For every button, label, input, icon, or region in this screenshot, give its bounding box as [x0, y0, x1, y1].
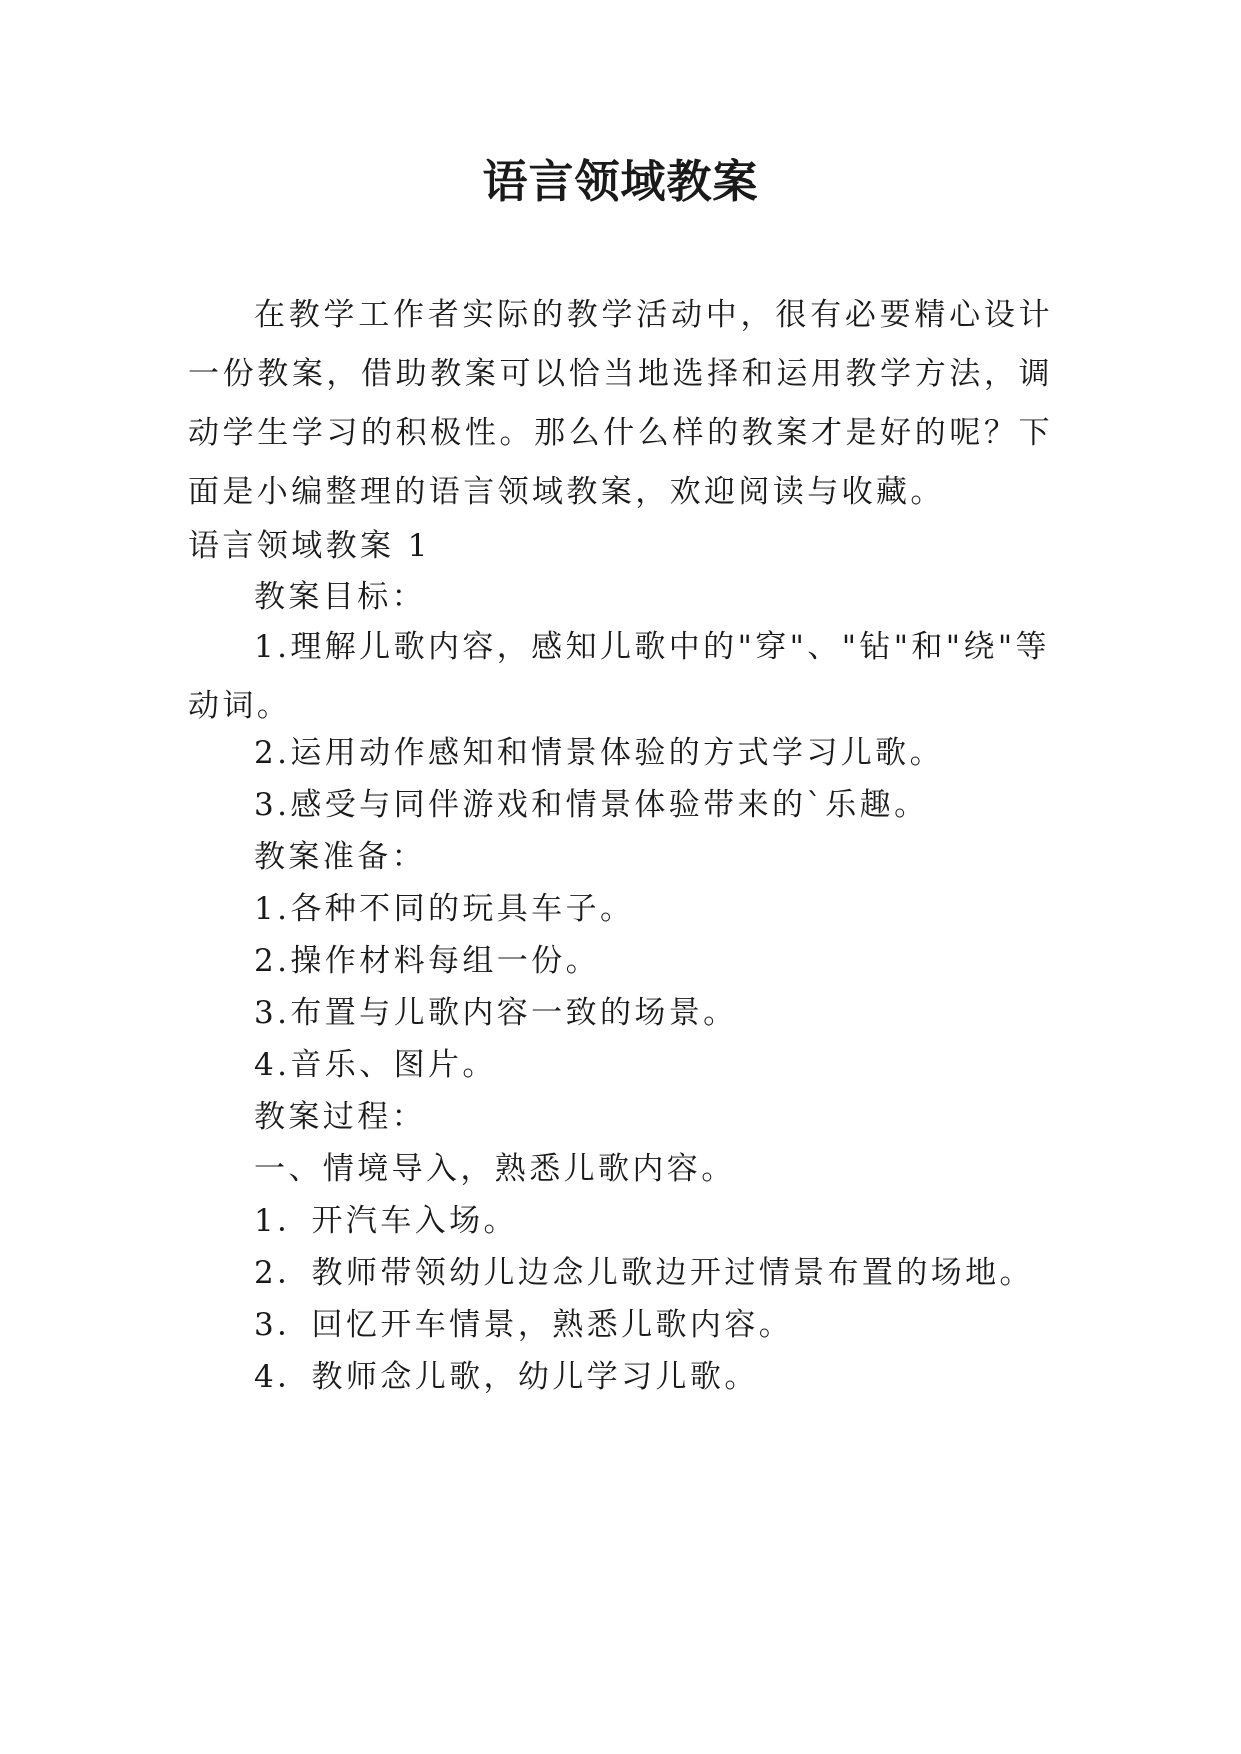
prep-item-2: 2.操作材料每组一份。	[254, 943, 600, 979]
process-item-2: 2．教师带领幼儿边念儿歌边开过情景布置的场地。	[254, 1255, 1034, 1291]
process-item-1: 1．开汽车入场。	[254, 1203, 518, 1239]
section-heading: 语言领域教案 1	[188, 528, 431, 564]
document-title: 语言领域教案	[482, 155, 759, 208]
prep-heading: 教案准备：	[254, 839, 426, 875]
prep-item-4: 4.音乐、图片。	[254, 1047, 497, 1083]
goal-item-2: 2.运用动作感知和情景体验的方式学习儿歌。	[254, 735, 944, 771]
intro-paragraph: 在教学工作者实际的教学活动中，很有必要精心设计一份教案，借助教案可以恰当地选择和运用教学方法，调动学生学习的积极性。那么什么样的教案才是好的呢？下面是小编整理的语言领域教案，欢迎阅读与收藏。	[188, 297, 1053, 510]
goals-heading: 教案目标：	[254, 579, 426, 615]
process-step-1: 一、情境导入，熟悉儿歌内容。	[254, 1151, 736, 1187]
goal-item-1: 1.理解儿歌内容，感知儿歌中的"穿"、"钻"和"绕"等动词。	[188, 629, 1050, 724]
goal-item-3: 3.感受与同伴游戏和情景体验带来的`乐趣。	[254, 787, 929, 823]
process-item-3: 3．回忆开车情景，熟悉儿歌内容。	[254, 1307, 794, 1343]
prep-item-1: 1.各种不同的玩具车子。	[254, 891, 635, 927]
process-item-4: 4．教师念儿歌，幼儿学习儿歌。	[254, 1359, 759, 1395]
prep-item-3: 3.布置与儿歌内容一致的场景。	[254, 995, 738, 1031]
process-heading: 教案过程：	[254, 1099, 426, 1135]
